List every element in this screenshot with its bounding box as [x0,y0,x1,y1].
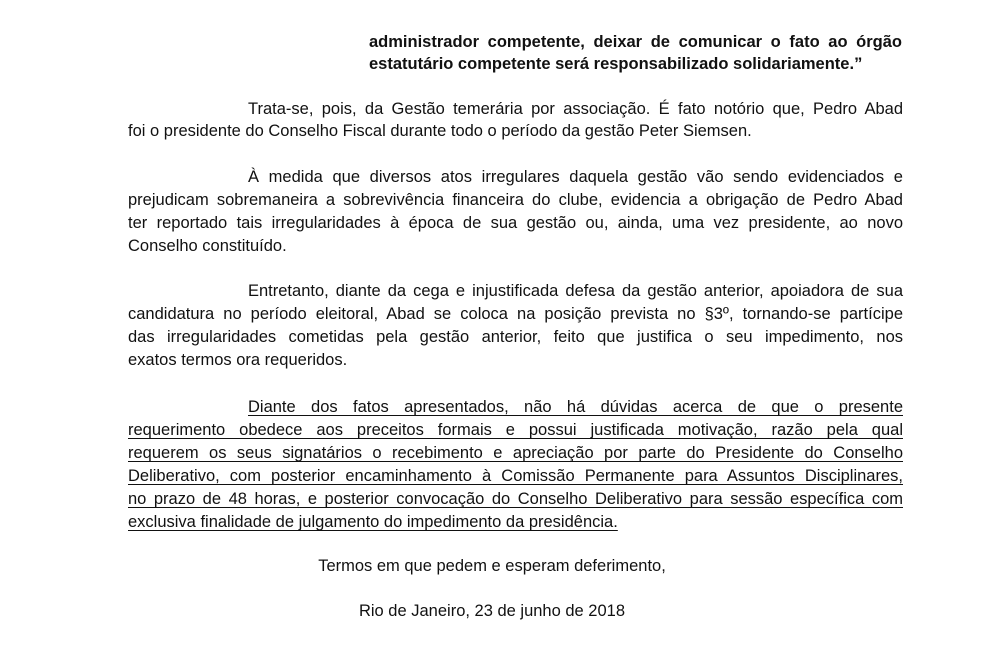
paragraph-line: prejudicam sobremaneira a sobrevivência financeira do clube, evidencia a obrigação de Pedro Abad [128,191,903,209]
quote-line: estatutário competente será responsabilizado solidariamente.” [369,55,863,73]
paragraph-line: requerimento obedece aos preceitos formais e possui justificada motivação, razão pela qual [128,421,903,439]
paragraph-line: ter reportado tais irregularidades à época de sua gestão ou, ainda, uma vez presidente, ao novo [128,214,903,232]
paragraph-line: das irregularidades cometidas pela gestão anterior, feito que justifica o seu impedimento, nos [128,328,903,346]
paragraph-line: exatos termos ora requeridos. [128,351,348,369]
paragraph-line: Conselho constituído. [128,237,287,255]
paragraph-line: Deliberativo, com posterior encaminhamento à Comissão Permanente para Assuntos Disciplinares, [128,467,903,485]
paragraph-line: Entretanto, diante da cega e injustificada defesa da gestão anterior, apoiadora de sua [248,282,903,300]
paragraph-line: Diante dos fatos apresentados, não há dúvidas acerca de que o presente [248,398,903,416]
paragraph-line: Trata-se, pois, da Gestão temerária por associação. É fato notório que, Pedro Abad [248,100,903,118]
paragraph-line: foi o presidente do Conselho Fiscal durante todo o período da gestão Peter Siemsen. [128,122,752,140]
quote-line: administrador competente, deixar de comunicar o fato ao órgão [369,33,902,51]
paragraph-line: no prazo de 48 horas, e posterior convocação do Conselho Deliberativo para sessão específica com [128,490,903,508]
closing-statement: Termos em que pedem e esperam deferimento, [318,557,666,575]
paragraph-line: À medida que diversos atos irregulares daquela gestão vão sendo evidenciados e [248,168,903,186]
paragraph-line: exclusiva finalidade de julgamento do impedimento da presidência. [128,513,618,531]
place-date: Rio de Janeiro, 23 de junho de 2018 [358,602,626,620]
paragraph-line: candidatura no período eleitoral, Abad se coloca na posição prevista no §3º, tornando-se partícipe [128,305,903,323]
paragraph-line: requerem os seus signatários o recebimento e apreciação por parte do Presidente do Conselho [128,444,903,462]
